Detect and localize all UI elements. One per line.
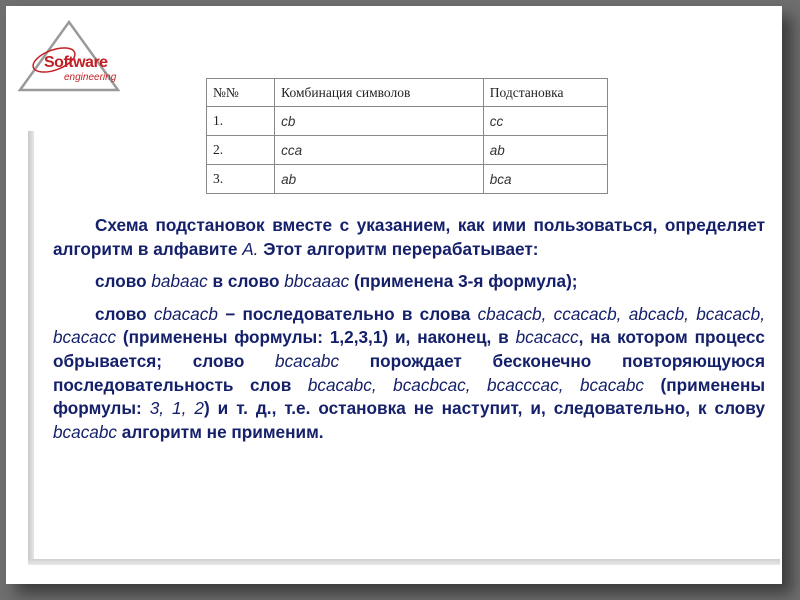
word: babaac (151, 271, 208, 292)
table-cell-combination: ab (275, 165, 484, 194)
table-header-row (207, 79, 608, 107)
table-cell-number: 1. (207, 107, 275, 136)
text-span: Схема подстановок вместе с указанием, как ими пользоваться, определяет алгоритм в алфавите (53, 215, 765, 259)
table-row (207, 165, 608, 194)
frame-left-border (28, 131, 34, 561)
text-span: , на котором процесс обрывается; слово (53, 327, 765, 371)
table-cell-number: 2. (207, 136, 275, 165)
text-span: (применены формулы: (53, 374, 766, 419)
table-cell-substitution: ab (483, 136, 607, 165)
word: bbcaaac (284, 271, 350, 292)
text-span: (применена 3-я формула); (349, 271, 578, 292)
text-span: слово (95, 303, 154, 324)
word: cbacacb (153, 303, 218, 324)
paragraph-example-1 (53, 270, 765, 294)
word: bcacacc (515, 327, 579, 348)
text-span: − последовательно в слова (217, 303, 478, 324)
slide-panel (6, 6, 782, 584)
table-cell-number: 3. (207, 165, 275, 194)
formula-numbers: 3, 1, 2 (149, 398, 204, 419)
text-span: порождает бесконечно повторяющуюся последовательность слов (53, 350, 765, 395)
text-span: Этот алгоритм перерабатывает: (258, 238, 539, 259)
table-header-number: №№ (207, 79, 275, 107)
table-row (207, 107, 608, 136)
frame-bottom-border (28, 559, 780, 565)
paragraph-example-2 (53, 303, 765, 445)
software-engineering-logo (14, 16, 124, 96)
table-cell-combination: cb (275, 107, 484, 136)
word: bcacabc, bcacbcac, bcacccac, bcacabc (307, 374, 645, 395)
table-cell-substitution: cc (483, 107, 607, 136)
logo-text-software: Software (44, 54, 108, 71)
text-span: ) и т. д., т.е. остановка не наступит, и, следовательно, к слову (203, 398, 766, 419)
text-span: в слово (207, 271, 285, 292)
paragraph-intro (53, 214, 765, 261)
text-span: слово (95, 271, 152, 292)
table-cell-substitution: bca (483, 165, 607, 194)
substitution-table (206, 78, 608, 194)
body-text (53, 214, 765, 444)
logo-text-engineering: engineering (64, 72, 117, 83)
table-row (207, 136, 608, 165)
word: bcacabc (275, 350, 340, 371)
text-span: алгоритм не применим. (117, 421, 324, 442)
table-cell-combination: cca (275, 136, 484, 165)
text-span: (применены формулы: 1,2,3,1) и, наконец, в (116, 327, 516, 348)
word: bcacabc (53, 421, 118, 442)
word: cbacacb, ccacacb, abcacb, bcacacb, bcacacc (53, 303, 765, 348)
table-header-combination: Комбинация символов (275, 79, 484, 107)
alphabet-variable: А. (242, 238, 259, 259)
table-header-substitution: Подстановка (483, 79, 607, 107)
